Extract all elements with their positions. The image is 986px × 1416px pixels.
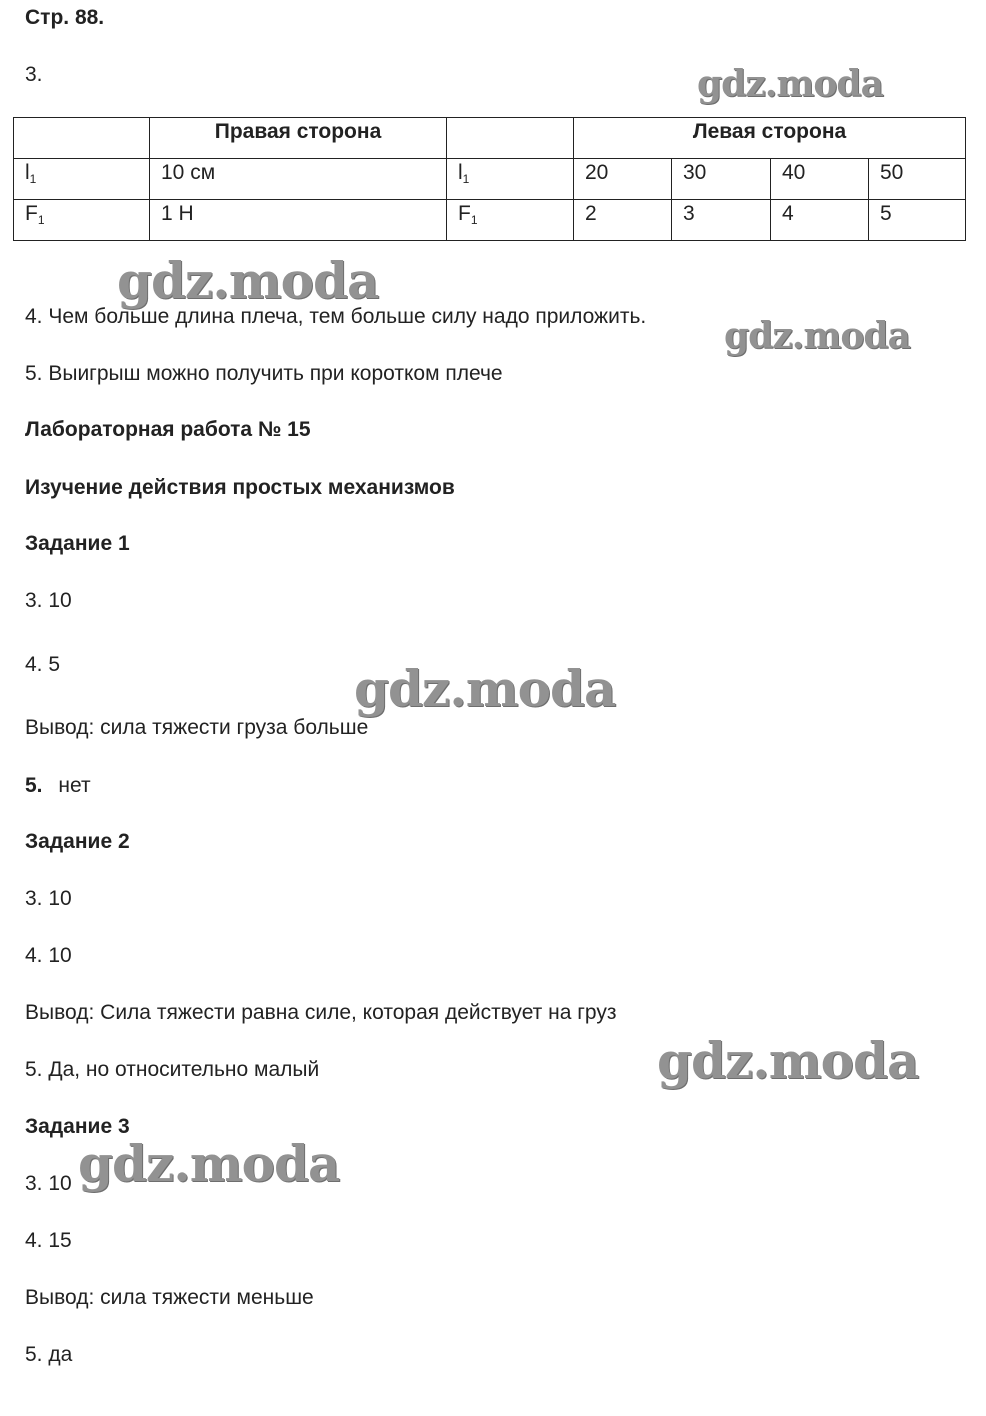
table-cell-value: 2 <box>574 200 672 241</box>
task-3-item-5: 5. да <box>25 1343 73 1366</box>
answer-4: 4. Чем больше длина плеча, тем больше силу надо приложить. <box>25 305 647 328</box>
table-cell-value: 30 <box>672 159 771 200</box>
task-2-item-3: 3. 10 <box>25 887 72 910</box>
watermark-logo: gdz.moda <box>354 659 616 718</box>
task-1-item-5-number: 5. <box>25 774 43 797</box>
task-2-item-5: 5. Да, но относительно малый <box>25 1058 320 1081</box>
table-cell-value: 50 <box>869 159 966 200</box>
lever-table <box>13 117 966 241</box>
watermark-logo: gdz.moda <box>724 315 910 357</box>
lab-subtitle: Изучение действия простых механизмов <box>25 476 455 499</box>
table-row <box>14 200 966 241</box>
task-1-item-4: 4. 5 <box>25 653 61 676</box>
table-cell-value: 4 <box>771 200 869 241</box>
table-cell-value: 5 <box>869 200 966 241</box>
watermark-logo: gdz.moda <box>117 251 379 310</box>
item-3-label: 3. <box>25 63 43 86</box>
task-3-conclusion: Вывод: сила тяжести меньше <box>25 1286 314 1309</box>
watermark-logo: gdz.moda <box>657 1031 919 1090</box>
watermark-logo: gdz.moda <box>697 63 883 105</box>
task-1-heading: Задание 1 <box>25 532 130 555</box>
table-header-row <box>14 118 966 159</box>
task-2-conclusion: Вывод: Сила тяжести равна силе, которая действует на груз <box>25 1001 617 1024</box>
table-cell-right: 10 см <box>150 159 447 200</box>
table-cell-right: 1 Н <box>150 200 447 241</box>
table-cell-value: 3 <box>672 200 771 241</box>
table-cell-symbol: $l_1$ <box>447 159 574 200</box>
task-3-item-4: 4. 15 <box>25 1229 72 1252</box>
watermark-logo: gdz.moda <box>78 1134 340 1193</box>
task-3-heading: Задание 3 <box>25 1115 130 1138</box>
table-cell-symbol: $l_1$ <box>14 159 150 200</box>
task-3-item-3: 3. 10 <box>25 1172 72 1195</box>
table-row <box>14 159 966 200</box>
lab-title: Лабораторная работа № 15 <box>25 418 311 441</box>
table-cell-symbol: $F_1$ <box>14 200 150 241</box>
table-cell-empty <box>14 118 150 159</box>
task-1-item-3: 3. 10 <box>25 589 72 612</box>
task-1-item-5 <box>25 774 91 798</box>
table-cell-value: 40 <box>771 159 869 200</box>
task-2-item-4: 4. 10 <box>25 944 72 967</box>
task-2-heading: Задание 2 <box>25 830 130 853</box>
task-1-conclusion: Вывод: сила тяжести груза больше <box>25 716 369 739</box>
answer-5: 5. Выигрыш можно получить при коротком плече <box>25 362 503 385</box>
task-1-item-5-answer: нет <box>58 774 91 797</box>
table-header-right-side: Правая сторона <box>150 118 447 159</box>
table-cell-symbol: $F_1$ <box>447 200 574 241</box>
page-header: Стр. 88. <box>25 6 105 29</box>
table-cell-value: 20 <box>574 159 672 200</box>
table-header-left-side: Левая сторона <box>574 118 966 159</box>
table-cell-empty <box>447 118 574 159</box>
